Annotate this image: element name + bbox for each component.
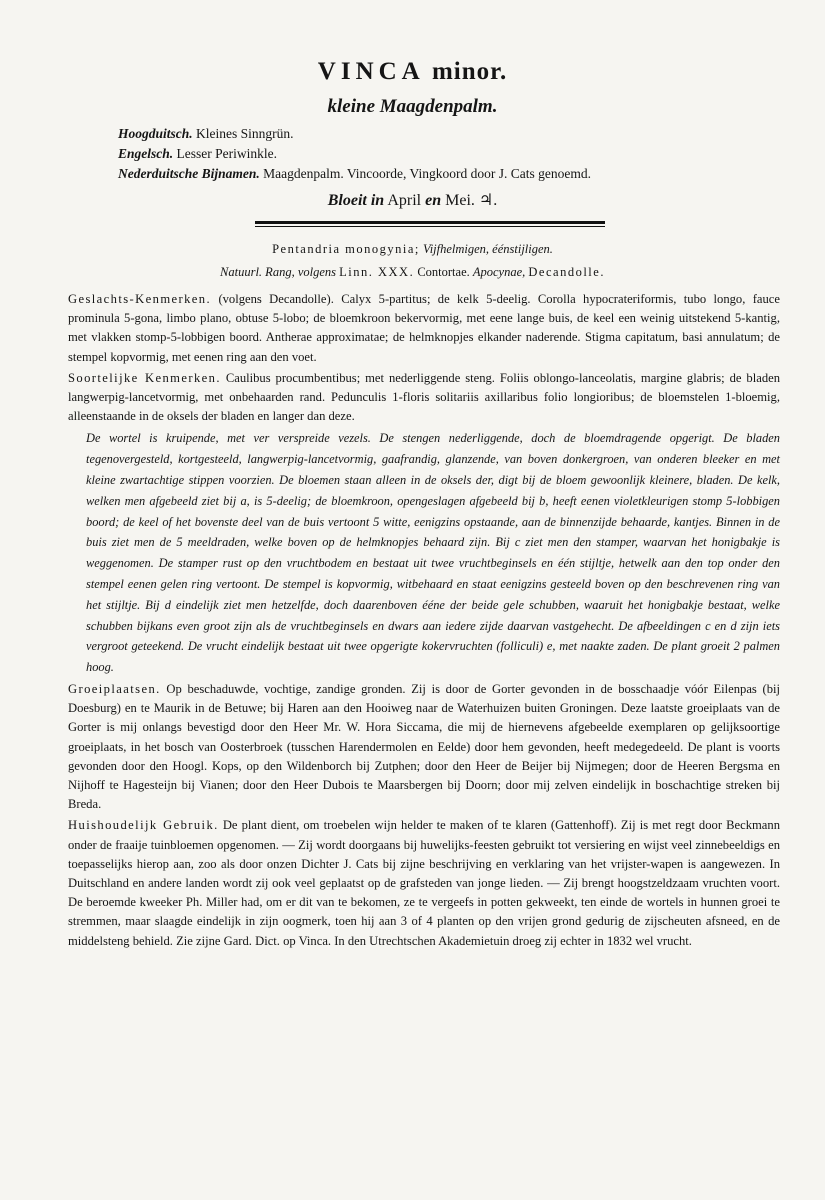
perennial-symbol: ♃.: [478, 192, 498, 209]
order-name: Contortae.: [417, 265, 470, 279]
bloom-conj: en: [425, 192, 442, 209]
name-line-german: [118, 124, 758, 144]
name-line-english: [118, 144, 758, 164]
linnaeus-ref: Linn. XXX.: [339, 265, 415, 279]
name-value: Lesser Periwinkle.: [176, 146, 277, 161]
name-label: Nederduitsche Bijnamen.: [118, 166, 260, 181]
classification: [0, 238, 825, 284]
divider-rule: [255, 221, 605, 227]
genus-characters: [68, 290, 780, 367]
habitat: [68, 680, 780, 814]
classification-line-1: [0, 238, 825, 261]
family-name: Apocynae,: [472, 265, 526, 279]
main-text: [68, 290, 780, 953]
section-heading: Huishoudelijk Gebruik.: [68, 818, 219, 833]
bloom-month-2: Mei.: [445, 192, 475, 209]
section-text: De plant dient, om troebelen wijn helder te maken of te klaren (Gattenhoff). Zij is met regt door Beckmann onder de fraaije tuinbloemen opgenomen. — Zij wordt doorgaans bij huwelijks-feesten gebruikt tot versiering en wijst veel zinnebeeldigs en toepasselijks hierop aan, zoo als door onzen Dichter J. Cats bij zijne beschrijving en verklaring van het vrijster-wapen is aangewezen. In Duitschland en andere landen wordt zij ook veel geplaatst op de grafsteden van jonge lieden. — Zij brengt hoogstzeldzaam vruchten voort. De beroemde kweeker Ph. Miller had, om er dit van te bekomen, ze te vergeefs in potten gekweekt, ten einde de wortels in hunnen groei te stremmen, maar slaagde eindelijk in zijn oogmerk, toen hij aan 3 of 4 planten op den vrijen grond gedurig de zijscheuten afsneed, en de middelsteng behield. Zie zijne Gard. Dict. op Vinca. In den Utrechtschen Akademietuin droeg zij echter in 1832 wel vrucht.: [68, 818, 780, 948]
name-value: Maagdenpalm. Vincoorde, Vingkoord door J. Cats genoemd.: [263, 166, 591, 181]
name-label: Hoogduitsch.: [118, 126, 193, 141]
classification-line-2: [0, 261, 825, 284]
vernacular-names: [118, 124, 758, 184]
section-heading: Groeiplaatsen.: [68, 681, 161, 696]
section-heading: Soortelijke Kenmerken.: [68, 370, 221, 385]
species-characters: [68, 369, 780, 427]
bloom-label: Bloeit in: [327, 192, 385, 209]
natural-rank-label: Natuurl. Rang, volgens: [220, 265, 336, 279]
section-text: Caulibus procumbentibus; met nederliggende steng. Foliis oblongo-lanceolatis, margine glabris; de bladen langwerpig-lancetvormig, met onbehaarden rand. Pedunculis 1-floris solitariis axillaribus folio longioribus; de bloemstelen 1-bloemig, alleenstaande in de oksels der bladen en langer dan deze.: [68, 370, 781, 424]
page-subtitle: kleine Maagdenpalm.: [327, 96, 498, 117]
section-text: (volgens Decandolle). Calyx 5-partitus; de kelk 5-deelig. Corolla hypocrateriformis, tubo longo, fauce prominula 5-gona, limbo plano, obtuse 5-lobo; de bloemkroon bekervormig, met eene lange buis, de keel een weinig uitstekend 5-kantig, met vlakken stomp-5-lobbigen boord. Antherae approximatae; de helmknopjes elkander naderende. Stigma capitatum, basi annulatum; de stempel kopvormig, met eenen ring aan den voet.: [68, 292, 780, 364]
name-value: Kleines Sinngrün.: [196, 126, 294, 141]
household-use: [68, 816, 780, 950]
title-genus: VINCA: [317, 58, 425, 85]
linnaean-class: Pentandria monogynia;: [272, 242, 420, 256]
plant-description: De wortel is kruipende, met ver verspreide vezels. De stengen nederliggende, doch de bloemdragende opgerigt. De bladen tegenovergesteld, kortgesteeld, langwerpig-lancetvormig, gaafrandig, glanzende, van boven donkergroen, van onderen bleeker en met kleine zwartachtige stippen voorzien. De bloemen staan alleen in de oksels der, digt bij de bloem gewoonlijk kleinere, bladen. De kelk, welken men afgebeeld ziet bij a, is 5-deelig; de bloemkroon, opengeslagen afgebeeld bij b, heeft eenen violetkleurigen stomp 5-lobbigen boord; de keel of het bovenste deel van de buis vertoont 5 witte, eenigzins opstaande, aan de binnenzijde behaarde, kantjes. Binnen in de buis ziet men de 5 meeldraden, welke boven op de helmknopjes behaard zijn. Bij c ziet men den stamper, waarvan het honigbakje is weggenomen. De stamper rust op den vruchtbodem en bestaat uit twee vruchtbeginsels en één stijltje, hetwelk aan den top onder den stempel eenen gelen ring vertoont. De stempel is kopvormig, witbehaard en staat eenigzins gesteeld boven op den beschrevenen ring van het stijltje. Bij d eindelijk ziet men hetzelfde, doch daarenboven ééne der beide gele schubben, waaruit het honigbakje bestaat, welke schubben bijkans even groot zijn als de vruchtbeginsels en dwars aan iedere zijde daarvan vastgehecht. De afbeeldingen c en d zijn iets vergroot geteekend. De vrucht eindelijk bestaat uit twee opgerigte kokervruchten (folliculi) e, met naakte zaden. De plant groeit 2 palmen hoog.: [86, 431, 780, 675]
section-heading: Geslachts-Kenmerken.: [68, 292, 212, 306]
section-text: Op beschaduwde, vochtige, zandige gronden. Zij is door de Gorter gevonden in de bosschaadje vóór Eilenpas (bij Doesburg) en te Maurik in de Betuwe; bij Haren aan den Hooiweg naar de Waterhuizen buiten Groningen. Deze laatste groeiplaats van de Gorter is mij onlangs bevestigd door den Heer Mr. W. Hora Siccama, die mij de hiernevens afgebeelde exemplaren op gelijksoortige groeiplaats, in het bosch van Oosterbroek (tusschen Harendermolen en Eelde) door hem gevonden, heeft medegedeeld. De plant is voorts gevonden door den Hoogl. Kops, op den Wildenborch bij Zutphen; door den Heer de Beijer bij Nijmegen; door de Heeren Bergsma en Nijhoff te Hagesteijn bij Vianen; door den Heer Dubois te Maarsbergen bij Doorn; door mij zelven eindelijk in boschachtige streken bij Breda.: [68, 681, 781, 812]
bloom-period: [0, 190, 825, 210]
decandolle-ref: Decandolle.: [528, 265, 605, 279]
title-species: minor.: [431, 58, 508, 85]
page-title: [0, 58, 825, 86]
name-line-dutch: [118, 164, 758, 184]
dutch-class: Vijfhelmigen, éénstijligen.: [422, 242, 553, 256]
name-label: Engelsch.: [118, 146, 174, 161]
bloom-month-1: April: [387, 192, 422, 209]
